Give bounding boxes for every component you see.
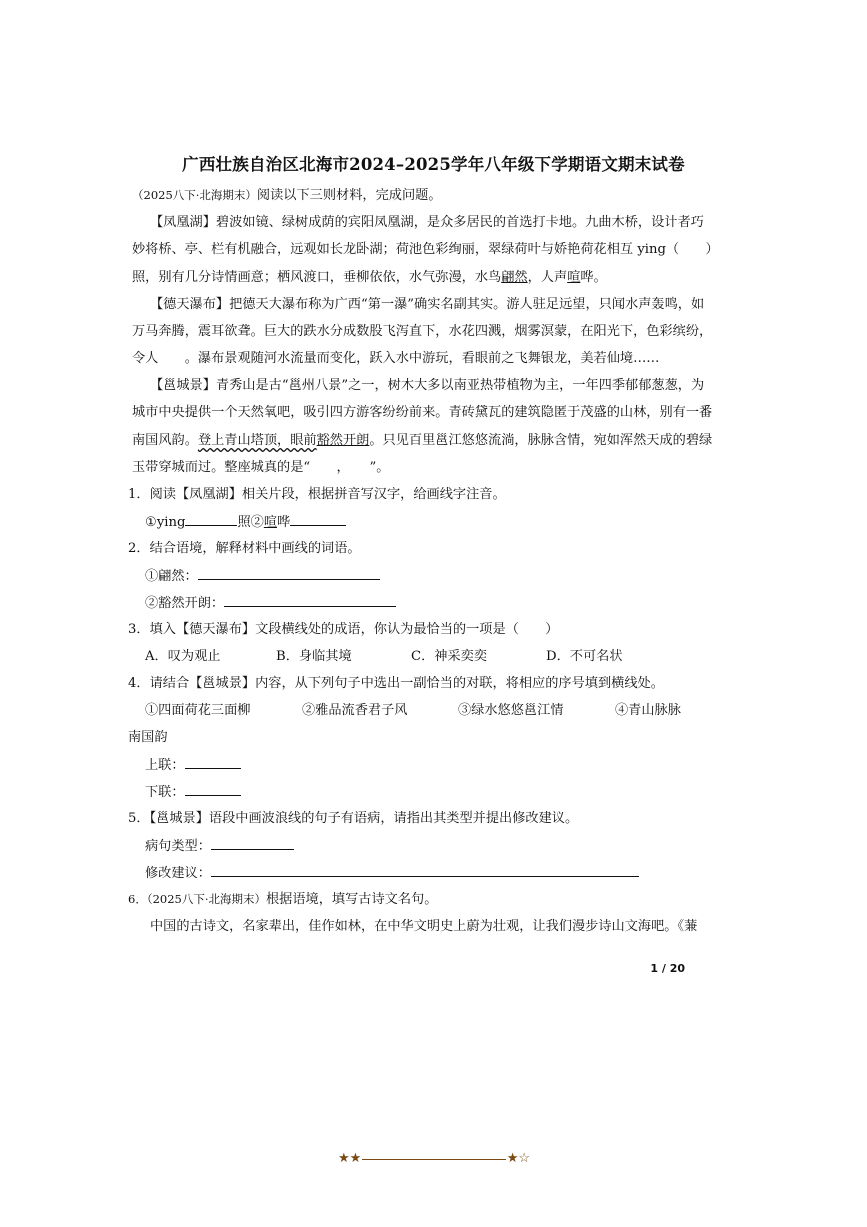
answer-label: 照② bbox=[237, 515, 264, 530]
question-3-option-a[interactable]: A．叹为观止 bbox=[145, 649, 221, 664]
footer-ornament bbox=[338, 1151, 530, 1169]
star-icon: ★☆ bbox=[506, 1151, 530, 1166]
question-2-answer-1 bbox=[145, 566, 380, 586]
underlined-word-huoran: 豁然开朗 bbox=[316, 433, 370, 448]
question-5-fix bbox=[145, 863, 639, 883]
question-2-stem: 2．结合语境，解释材料中画线的词语。 bbox=[128, 541, 361, 556]
question-3-option-b[interactable]: B．身临其境 bbox=[276, 649, 352, 664]
question-3-stem: 3．填入【德天瀑布】文段横线处的成语，你认为最恰当的一项是（ ） bbox=[128, 622, 559, 637]
underlined-char-xuan: 喧 bbox=[567, 270, 581, 285]
question-4-lower-couplet bbox=[145, 782, 241, 802]
passage-text: 。只见百里邕江悠悠流淌，脉脉含情，宛如浑然天成的碧绿 bbox=[369, 433, 713, 448]
passage-yongcheng-line-3 bbox=[132, 431, 712, 450]
question-3-option-d[interactable]: D．不可名状 bbox=[546, 649, 623, 664]
passage-detian-line-1: 【德天瀑布】把德天大瀑布称为广西“第一瀑”确实名副其实。游人驻足远望，只闻水声轰鸣，如 bbox=[150, 297, 705, 312]
answer-label: ②豁然开朗： bbox=[145, 596, 225, 611]
question-1-stem: 1．阅读【凤凰湖】相关片段，根据拼音写汉字，给画线字注音。 bbox=[128, 487, 506, 502]
question-2-answer-2 bbox=[145, 593, 396, 613]
answer-label: 哗 bbox=[277, 515, 291, 530]
question-4-option-4: ④青山脉脉 bbox=[615, 703, 681, 718]
passage-text: 南国风韵。 bbox=[132, 433, 198, 448]
passage-text: 哗。 bbox=[580, 270, 607, 285]
passage-fenghuanghu-line-1: 【凤凰湖】碧波如镜、绿树成荫的宾阳凤凰湖，是众多居民的首选打卡地。九曲木桥，设计者巧 bbox=[150, 215, 704, 230]
passage-text: 照，别有几分诗情画意；栖风渡口，垂柳依依，水气弥漫，水鸟 bbox=[132, 270, 502, 285]
answer-blank-type[interactable] bbox=[211, 836, 294, 850]
page-title: 广西壮族自治区北海市2024–2025学年八年级下学期语文期末试卷 bbox=[182, 155, 685, 174]
intro-line bbox=[132, 186, 442, 205]
question-4-option-4-wrap: 南国韵 bbox=[128, 730, 168, 745]
answer-label: 病句类型： bbox=[145, 839, 211, 854]
answer-blank-lower[interactable] bbox=[185, 782, 241, 796]
question-3-option-c[interactable]: C．神采奕奕 bbox=[411, 649, 488, 664]
question-1-answer bbox=[145, 512, 346, 532]
question-4-option-2: ②雅品流香君子风 bbox=[302, 703, 408, 718]
question-6-text: 根据语境，填写古诗文名句。 bbox=[266, 892, 438, 907]
passage-text: ，人声 bbox=[527, 270, 568, 285]
answer-label: ①翩然： bbox=[145, 569, 198, 584]
question-6-stem bbox=[128, 890, 437, 909]
passage-fenghuanghu-line-3 bbox=[132, 268, 607, 287]
intro-source: （2025八下·北海期末） bbox=[132, 188, 257, 202]
answer-blank-pianran[interactable] bbox=[198, 566, 380, 580]
question-4-option-3: ③绿水悠悠邕江情 bbox=[458, 703, 564, 718]
answer-label: 上联： bbox=[145, 758, 185, 773]
question-4-upper-couplet bbox=[145, 755, 241, 775]
passage-yongcheng-line-4: 玉带穿城而过。整座城真的是“ ， ”。 bbox=[132, 460, 390, 475]
question-6-source: 6．（2025八下·北海期末） bbox=[128, 892, 266, 906]
question-5-type bbox=[145, 836, 294, 856]
question-4-option-1: ①四面荷花三面柳 bbox=[145, 703, 251, 718]
answer-blank-xuan[interactable] bbox=[290, 512, 346, 526]
answer-label: 下联： bbox=[145, 785, 185, 800]
answer-blank-ying[interactable] bbox=[185, 512, 237, 526]
answer-label: 修改建议： bbox=[145, 866, 211, 881]
answer-label: ①ying bbox=[145, 515, 186, 530]
answer-blank-fix[interactable] bbox=[211, 863, 639, 877]
wavy-sentence: 登上青山塔顶，眼前 bbox=[197, 433, 317, 448]
question-6-passage-line: 中国的古诗文，名家辈出，佳作如林，在中华文明史上蔚为壮观，让我们漫步诗山文海吧。《蒹 bbox=[150, 919, 698, 934]
star-icon: ★★ bbox=[338, 1151, 362, 1166]
answer-blank-upper[interactable] bbox=[185, 755, 241, 769]
question-5-stem: 5．【邕城景】语段中画波浪线的句子有语病，请指出其类型并提出修改建议。 bbox=[128, 811, 579, 826]
passage-yongcheng-line-2: 城市中央提供一个天然氧吧，吸引四方游客纷纷前来。青砖黛瓦的建筑隐匿于茂盛的山林，别有一番 bbox=[132, 405, 713, 420]
answer-blank-huoran[interactable] bbox=[224, 593, 396, 607]
intro-text: 阅读以下三则材料，完成问题。 bbox=[256, 188, 442, 203]
passage-detian-line-3: 令人 。瀑布景观随河水流量而变化，跃入水中游玩，看眼前之飞舞银龙，美若仙境…… bbox=[132, 351, 660, 366]
underlined-char-xuan: 喧 bbox=[263, 515, 277, 530]
passage-detian-line-2: 万马奔腾，震耳欲聋。巨大的跌水分成数股飞泻直下，水花四溅，烟雾溟蒙，在阳光下，色彩缤纷， bbox=[132, 324, 713, 339]
passage-fenghuanghu-line-2: 妙将桥、亭、栏有机融合，远观如长龙卧湖；荷池色彩绚丽，翠绿荷叶与娇艳荷花相互 ying（ ） bbox=[132, 242, 719, 257]
footer-divider bbox=[362, 1159, 506, 1160]
passage-yongcheng-line-1: 【邕城景】青秀山是古“邕州八景”之一，树木大多以南亚热带植物为主，一年四季郁郁葱葱，为 bbox=[150, 378, 705, 393]
underlined-word-pianran: 翩然 bbox=[501, 270, 528, 285]
page-number: 1 / 20 bbox=[650, 962, 685, 975]
question-4-stem: 4．请结合【邕城景】内容，从下列句子中选出一副恰当的对联，将相应的序号填到横线处。 bbox=[128, 676, 664, 691]
